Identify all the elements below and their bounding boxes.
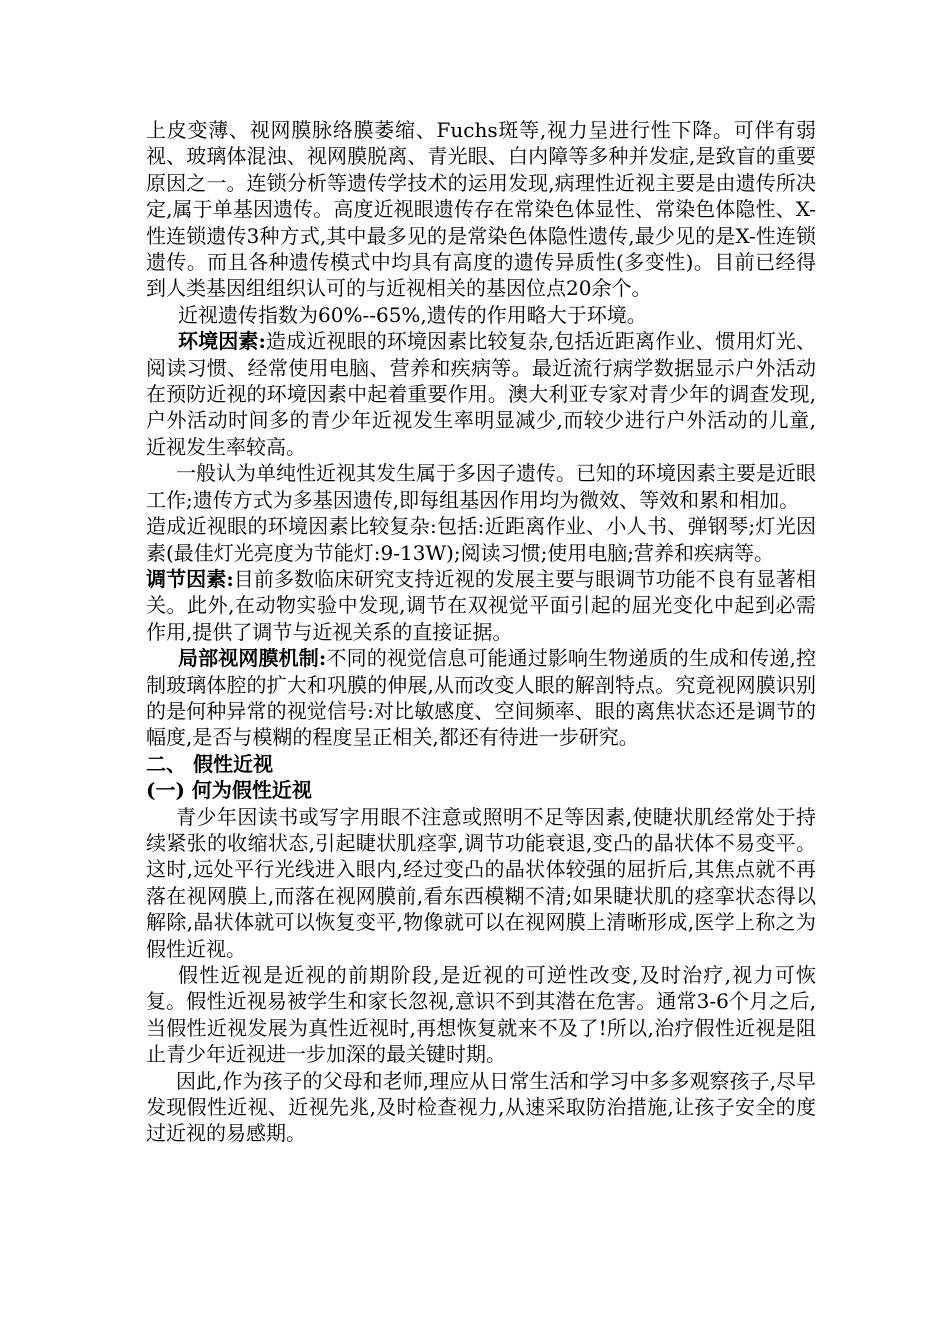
paragraph-accommodation [146, 566, 816, 645]
section-heading-pseudomyopia: 二、 假性近视 [146, 751, 273, 776]
paragraph-pseudomyopia-stage: 假性近视是近视的前期阶段,是近视的可逆性改变,及时治疗,视力可恢复。假性近视易被学生和家长忽视,意识不到其潜在危害。通常3-6个月之后,当假性近视发展为真性近视时,再想恢复就来不及了!所以,治疗假性近视是阻止青少年近视进一步加深的最关键时期。 [146, 963, 816, 1067]
label-environment-factors: 环境因素: [178, 329, 266, 354]
subsection-heading-what-is: (一) 何为假性近视 [146, 778, 312, 803]
paragraph-heritability: 近视遗传指数为60%--65%,遗传的作用略大于环境。 [178, 302, 647, 327]
text-environment-factors: 造成近视眼的环境因素比较复杂,包括近距离作业、惯用灯光、阅读习惯、经常使用电脑、营养和疾病等。最近流行病学数据显示户外活动在预防近视的环境因素中起着重要作用。澳大利亚专家对青少年的调查发现,户外活动时间多的青少年近视发生率明显减少,而较少进行户外活动的儿童,近视发生率较高。 [146, 329, 816, 459]
text-retina-mechanism: 不同的视觉信息可能通过影响生物递质的生成和传递,控制玻璃体腔的扩大和巩膜的伸展,从而改变人眼的解剖特点。究竟视网膜识别的是何种异常的视觉信号:对比敏感度、空间频率、眼的离焦状态还是调节的幅度,是否与模糊的程度呈正相关,都还有待进一步研究。 [146, 646, 816, 750]
paragraph-retina [146, 645, 816, 751]
document-page [146, 117, 816, 1147]
paragraph-pseudomyopia-cause: 青少年因读书或写字用眼不注意或照明不足等因素,使睫状肌经常处于持续紧张的收缩状态,引起睫状肌痉挛,调节功能衰退,变凸的晶状体不易变平。这时,远处平行光线进入眼内,经过变凸的晶状体较强的屈折后,其焦点就不再落在视网膜上,而落在视网膜前,看东西模糊不清;如果睫状肌的痉挛状态得以解除,晶状体就可以恢复变平,物像就可以在视网膜上清晰形成,医学上称之为假性近视。 [146, 804, 816, 961]
paragraph-environment-list: 造成近视眼的环境因素比较复杂:包括:近距离作业、小人书、弹钢琴;灯光因素(最佳灯光亮度为节能灯:9-13W);阅读习惯;使用电脑;营养和疾病等。 [146, 514, 816, 565]
label-retina-mechanism: 局部视网膜机制: [178, 646, 327, 671]
text-accommodation-factors: 目前多数临床研究支持近视的发展主要与眼调节功能不良有显著相关。此外,在动物实验中发现,调节在双视觉平面引起的屈光变化中起到必需作用,提供了调节与近视关系的直接证据。 [146, 566, 816, 644]
paragraph-multifactor: 一般认为单纯性近视其发生属于多因子遗传。已知的环境因素主要是近眼工作;遗传方式为多基因遗传,即每组基因作用均为微效、等效和累和相加。 [146, 461, 816, 512]
paragraph-environment [146, 328, 816, 460]
label-accommodation-factors: 调节因素: [146, 566, 234, 591]
paragraph-parents-advice: 因此,作为孩子的父母和老师,理应从日常生活和学习中多多观察孩子,尽早发现假性近视、近视先兆,及时检查视力,从速采取防治措施,让孩子安全的度过近视的易感期。 [146, 1068, 816, 1146]
paragraph-genetics: 上皮变薄、视网膜脉络膜萎缩、Fuchs斑等,视力呈进行性下降。可伴有弱视、玻璃体混浊、视网膜脱离、青光眼、白内障等多种并发症,是致盲的重要原因之一。连锁分析等遗传学技术的运用发现,病理性近视主要是由遗传所决定,属于单基因遗传。高度近视眼遗传存在常染色体显性、常染色体隐性、X-性连锁遗传3种方式,其中最多见的是常染色体隐性遗传,最少见的是X-性连锁遗传。而且各种遗传模式中均具有高度的遗传异质性(多变性)。目前已经得到人类基因组组织认可的与近视相关的基因位点20余个。 [146, 118, 816, 301]
